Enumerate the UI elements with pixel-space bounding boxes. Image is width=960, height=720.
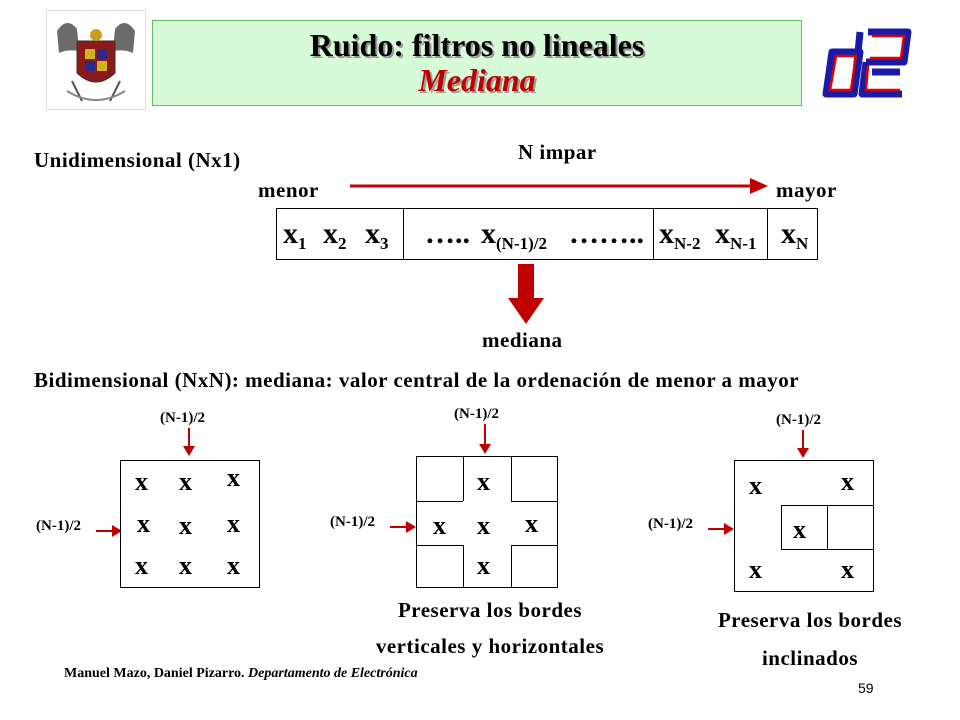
sequence-element: $x_N$ — [781, 217, 809, 253]
grid2-top-offset-label: (N-1)/2 — [454, 406, 499, 422]
mediana-label: mediana — [482, 328, 563, 352]
grid1-left-offset-label: (N-1)/2 — [36, 518, 81, 534]
slide-subtitle: Mediana — [418, 62, 536, 98]
median-down-arrow — [506, 264, 546, 326]
grid-cell-x: x — [227, 509, 240, 538]
grid2-left-offset-label: (N-1)/2 — [330, 514, 375, 530]
grid2-left-arrow — [390, 520, 416, 534]
grid-diagonal-3x3 — [734, 460, 874, 592]
grid3-left-offset-label: (N-1)/2 — [648, 516, 693, 532]
sequence-ellipsis: …….. — [569, 217, 644, 250]
department-logo — [820, 22, 915, 104]
grid-cell-x: x — [137, 509, 150, 538]
footer-authors: Manuel Mazo, Daniel Pizarro. — [64, 666, 245, 681]
sequence-element: $x_2$ — [323, 217, 347, 253]
university-crest-logo — [46, 10, 146, 110]
footer-credits — [64, 666, 418, 682]
grid-cell-x: x — [841, 467, 854, 496]
caption-cross-line2: verticales y horizontales — [375, 634, 605, 658]
grid-cell-x: x — [433, 511, 446, 540]
sequence-element: $x_{N-2}$ — [659, 217, 701, 253]
grid-cell-x: x — [477, 511, 490, 540]
sequence-strip — [276, 208, 818, 260]
grid-cell-x: x — [135, 467, 148, 496]
sequence-median-element: $x_{(N-1)/2}$ — [481, 217, 547, 253]
grid3-left-arrow — [708, 522, 734, 536]
grid2-top-arrow — [478, 424, 492, 454]
grid-cell-x: x — [841, 555, 854, 584]
grid-full-3x3 — [120, 460, 260, 588]
footer-department: Departamento de Electrónica — [248, 666, 418, 681]
n-impar-label: N impar — [518, 140, 597, 164]
grid-cell-x: x — [227, 463, 240, 492]
sequence-element: $x_1$ — [283, 217, 307, 253]
grid-cell-x: x — [179, 467, 192, 496]
bidimensional-heading: Bidimensional (NxN): mediana: valor central de la ordenación de menor a mayor — [34, 368, 800, 392]
caption-cross-line1: Preserva los bordes — [397, 598, 583, 622]
mayor-label: mayor — [776, 178, 837, 202]
caption-diagonal-line1: Preserva los bordes — [717, 608, 903, 632]
grid-cross-3x3 — [416, 456, 558, 588]
sequence-ellipsis: ….. — [425, 217, 470, 250]
sequence-element: $x_3$ — [365, 217, 389, 253]
sequence-element: $x_{N-1}$ — [715, 217, 757, 253]
grid-cell-x: x — [135, 551, 148, 580]
page-number: 59 — [858, 680, 874, 696]
grid-cell-x: x — [525, 509, 538, 538]
grid-cell-x: x — [477, 467, 490, 496]
grid-cell-x: x — [227, 551, 240, 580]
grid3-top-offset-label: (N-1)/2 — [776, 412, 821, 428]
menor-label: menor — [258, 178, 319, 202]
grid-cell-x: x — [793, 515, 806, 544]
title-banner — [152, 20, 802, 106]
grid-cell-x: x — [179, 511, 192, 540]
grid-cell-x: x — [749, 471, 762, 500]
unidimensional-heading: Unidimensional (Nx1) — [34, 148, 241, 172]
slide-title: Ruido: filtros no lineales — [309, 27, 645, 63]
grid3-top-arrow — [796, 430, 810, 458]
caption-diagonal-line2: inclinados — [761, 646, 859, 670]
grid1-left-arrow — [96, 524, 122, 538]
order-arrow — [350, 176, 770, 196]
grid-cell-x: x — [749, 555, 762, 584]
grid-cell-x: x — [477, 551, 490, 580]
grid1-top-arrow — [182, 428, 196, 456]
grid1-top-offset-label: (N-1)/2 — [160, 410, 205, 426]
grid-cell-x: x — [179, 551, 192, 580]
